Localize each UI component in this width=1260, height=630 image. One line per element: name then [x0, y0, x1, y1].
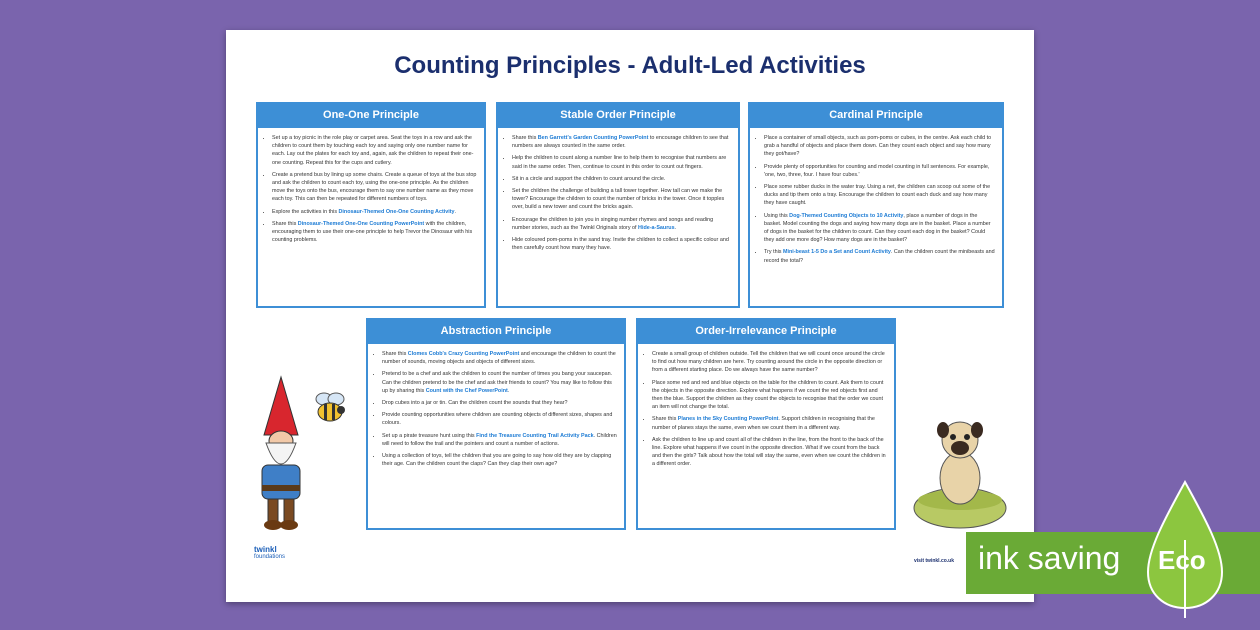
order-irrelevance-list: [652, 350, 888, 469]
activity-item: [512, 154, 732, 170]
activity-text: Hide coloured pom-poms in the sand tray. Invite the children to collect a specific colour and then carefully count how many they have.: [512, 237, 729, 252]
activity-item: [272, 220, 478, 245]
activity-text: Explore the activities in this: [272, 208, 339, 215]
box-header: Abstraction Principle: [368, 320, 624, 344]
activity-text: Share this: [512, 135, 538, 141]
cardinal-principle-box: [748, 102, 1004, 308]
abstraction-principle-box: [366, 318, 626, 530]
activity-text: Sit in a circle and support the children to count around the circle.: [512, 175, 666, 182]
activity-item: [382, 452, 618, 468]
activity-item: [652, 436, 888, 469]
activity-text: Set the children the challenge of building a tall tower together. How tall can we make the tower? Encourage the children to count the number of bricks in the tower. Once it topples over, build a new tower and count the bricks again.: [512, 188, 725, 211]
activity-item: [512, 187, 732, 212]
activity-text: Create a small group of children outside. Tell the children that we will count once around the circle to find out how many children are here. Try counting around the circle in the opposite direction or from a different starting place. Do we always have the same number?: [652, 351, 885, 374]
activity-text: Place some red and red and blue objects on the table for the children to count. Ask them to count the objects in the opposite direction. Explore what happens if we count the red objects first and then the blue. Support the children as they count the objects to recognise that the order we count an item will not change the total.: [652, 379, 884, 411]
one-one-list: [272, 134, 478, 244]
twinkl-logo: [254, 545, 306, 575]
resource-link[interactable]: Dog-Themed Counting Objects to 10 Activity: [789, 212, 904, 219]
pug-illustration: [910, 408, 1010, 530]
box-header: One-One Principle: [258, 104, 484, 128]
resource-link[interactable]: Find the Treasure Counting Trail Activity Pack: [476, 432, 594, 439]
activity-text-continued: to encourage children to see that numbers are always counted in the same order.: [512, 135, 729, 150]
order-irrelevance-principle-box: [636, 318, 896, 530]
resource-link[interactable]: Clomes Cobb's Crazy Counting PowerPoint: [407, 351, 520, 357]
activity-text: Ask the children to line up and count all of the children in the line, from the front to the back of the line. Explore what happens if we count in the opposite direction. What if we count from the back and then the girls? Talk about how the total will stay the same, even when we count the children in a different order.: [652, 436, 886, 468]
activity-text-continued: with the children, encouraging them to use their one-one principle to help Trevor the Dinosaur with his counting problems.: [272, 220, 473, 244]
activity-item: [382, 411, 618, 427]
activity-text: Share this: [272, 220, 298, 227]
activity-text-continued: . Children will need to follow the trail and the pointers and count a number of actions.: [382, 432, 617, 447]
activity-item: [652, 350, 888, 375]
activity-text: Share this: [382, 351, 408, 357]
activity-text: Set up a pirate treasure hunt using this: [382, 432, 477, 439]
activity-item: [382, 350, 618, 366]
activity-text-continued: .: [454, 208, 457, 215]
stable-order-list: [512, 134, 732, 252]
resource-link[interactable]: Ben Garrett's Garden Counting PowerPoint: [537, 135, 649, 141]
activity-item: [764, 248, 996, 264]
footer-url: visit twinkl.co.uk: [914, 558, 955, 564]
activity-text-continued: . Support children in recognising that the number of planes stays the same, even when we count them in a different way.: [652, 416, 875, 431]
activity-text-continued: and encourage the children to count the number of sounds, moving objects and objects of different sizes.: [382, 351, 616, 366]
activity-text: Create a pretend bus by lining up some chairs. Create a queue of toys at the bus stop and ask the children to count each toy, using the one-one principle. As the children move the toys onto the bus, encourage them to say one number name as they move each toy. This can then be repeated for different numbers of toys.: [272, 171, 477, 203]
bee-illustration: [310, 390, 350, 426]
activity-item: [512, 175, 732, 183]
activity-text: Set up a toy picnic in the role play or carpet area. Seat the toys in a row and ask the children to count them by touching each toy and saying only one number name for each. Lay out the plates for each toy and, again, ask the children to repeat their one-one counting. Repeat this for the cups and cutlery.: [272, 135, 474, 166]
activity-text: Provide plenty of opportunities for counting and model counting in full sentences. For example, 'one, two, three, four. I have four cubes.': [764, 163, 990, 178]
cardinal-list: [764, 134, 996, 265]
activity-text: Share this: [652, 416, 678, 423]
logo-subtitle: foundations: [254, 554, 286, 560]
activity-text: Provide counting opportunities where children are counting objects of different sizes, shapes and colours.: [382, 412, 613, 427]
page-title: Counting Principles - Adult-Led Activities: [394, 52, 866, 79]
resource-link[interactable]: Dinosaur-Themed One-One Counting PowerPoint: [297, 220, 425, 227]
activity-item: [652, 379, 888, 412]
one-one-principle-box: [256, 102, 486, 308]
activity-text: Pretend to be a chef and ask the children to count the number of times you bang your saucepan. Can the children pretend to be the chef and ask their friends to count? You may like to follow this up by sharing this: [382, 371, 613, 394]
ink-saving-text: ink saving: [978, 540, 1121, 576]
stable-order-principle-box: [496, 102, 740, 308]
activity-item: [382, 399, 618, 407]
activity-text-continued: . Can the children count the minibeasts and record the total?: [764, 249, 995, 264]
activity-text: Try this: [764, 249, 783, 256]
resource-link[interactable]: Count with the Chef PowerPoint: [425, 387, 508, 394]
logo-name: twinkl: [254, 545, 277, 554]
gnome-illustration: [246, 375, 316, 535]
eco-label: Eco: [1158, 545, 1206, 575]
box-header: Order-Irrelevance Principle: [638, 320, 894, 344]
activity-item: [272, 171, 478, 204]
activity-item: [512, 216, 732, 232]
resource-link[interactable]: Planes in the Sky Counting PowerPoint: [677, 416, 779, 423]
activity-item: [272, 134, 478, 167]
resource-link[interactable]: Mini-beast 1-5 Do a Set and Count Activity: [782, 249, 891, 256]
activity-item: [764, 134, 996, 159]
activity-text: Place a container of small objects, such as pom-poms or cubes, in the centre. Ask each child to grab a handful of objects and place them down. Can they count each object and say how many they got/have?: [764, 135, 992, 158]
activity-item: [272, 208, 478, 216]
activity-text: Using a collection of toys, tell the children that you are going to say how old they are by clapping their age. Can the children count the claps? Can they clap their own age?: [382, 453, 612, 468]
activity-item: [512, 134, 732, 150]
box-header: Stable Order Principle: [498, 104, 738, 128]
activity-item: [512, 236, 732, 252]
activity-item: [764, 183, 996, 208]
worksheet: [226, 30, 1034, 602]
activity-text: Encourage the children to join you in singing number rhymes and songs and reading number stories, such as the Twinkl Originals story of: [512, 216, 714, 231]
activity-item: [382, 370, 618, 395]
activity-item: [764, 163, 996, 179]
activity-item: [652, 415, 888, 431]
activity-text: Help the children to count along a number line to help them to recognise that numbers are said in the same order. Then, continue to count in this order to count out fingers.: [512, 155, 727, 170]
box-header: Cardinal Principle: [750, 104, 1002, 128]
activity-text-continued: .: [507, 387, 510, 394]
activity-text: Drop cubes into a jar or tin. Can the children count the sounds that they hear?: [382, 400, 568, 407]
activity-text-continued: , place a number of dogs in the basket. Model counting the dogs and saying how many dogs are in the basket. Place a number of dogs in the basket for the children to count. Can they count each dog in the basket? Could they add one more dog? How many dogs are in the basket?: [764, 212, 991, 244]
activity-item: [382, 432, 618, 448]
resource-link[interactable]: Dinosaur-Themed One-One Counting Activity: [338, 208, 455, 215]
activity-text-continued: .: [674, 224, 677, 231]
activity-item: [764, 212, 996, 245]
activity-text: Using this: [764, 212, 790, 219]
abstraction-list: [382, 350, 618, 468]
activity-text: Place some rubber ducks in the water tray. Using a net, the children can scoop out some of the ducks and tip them onto a tray. Encourage the children to count each duck and say how many they have caught.: [764, 184, 991, 207]
resource-link[interactable]: Hide-a-Saurus: [638, 224, 675, 231]
